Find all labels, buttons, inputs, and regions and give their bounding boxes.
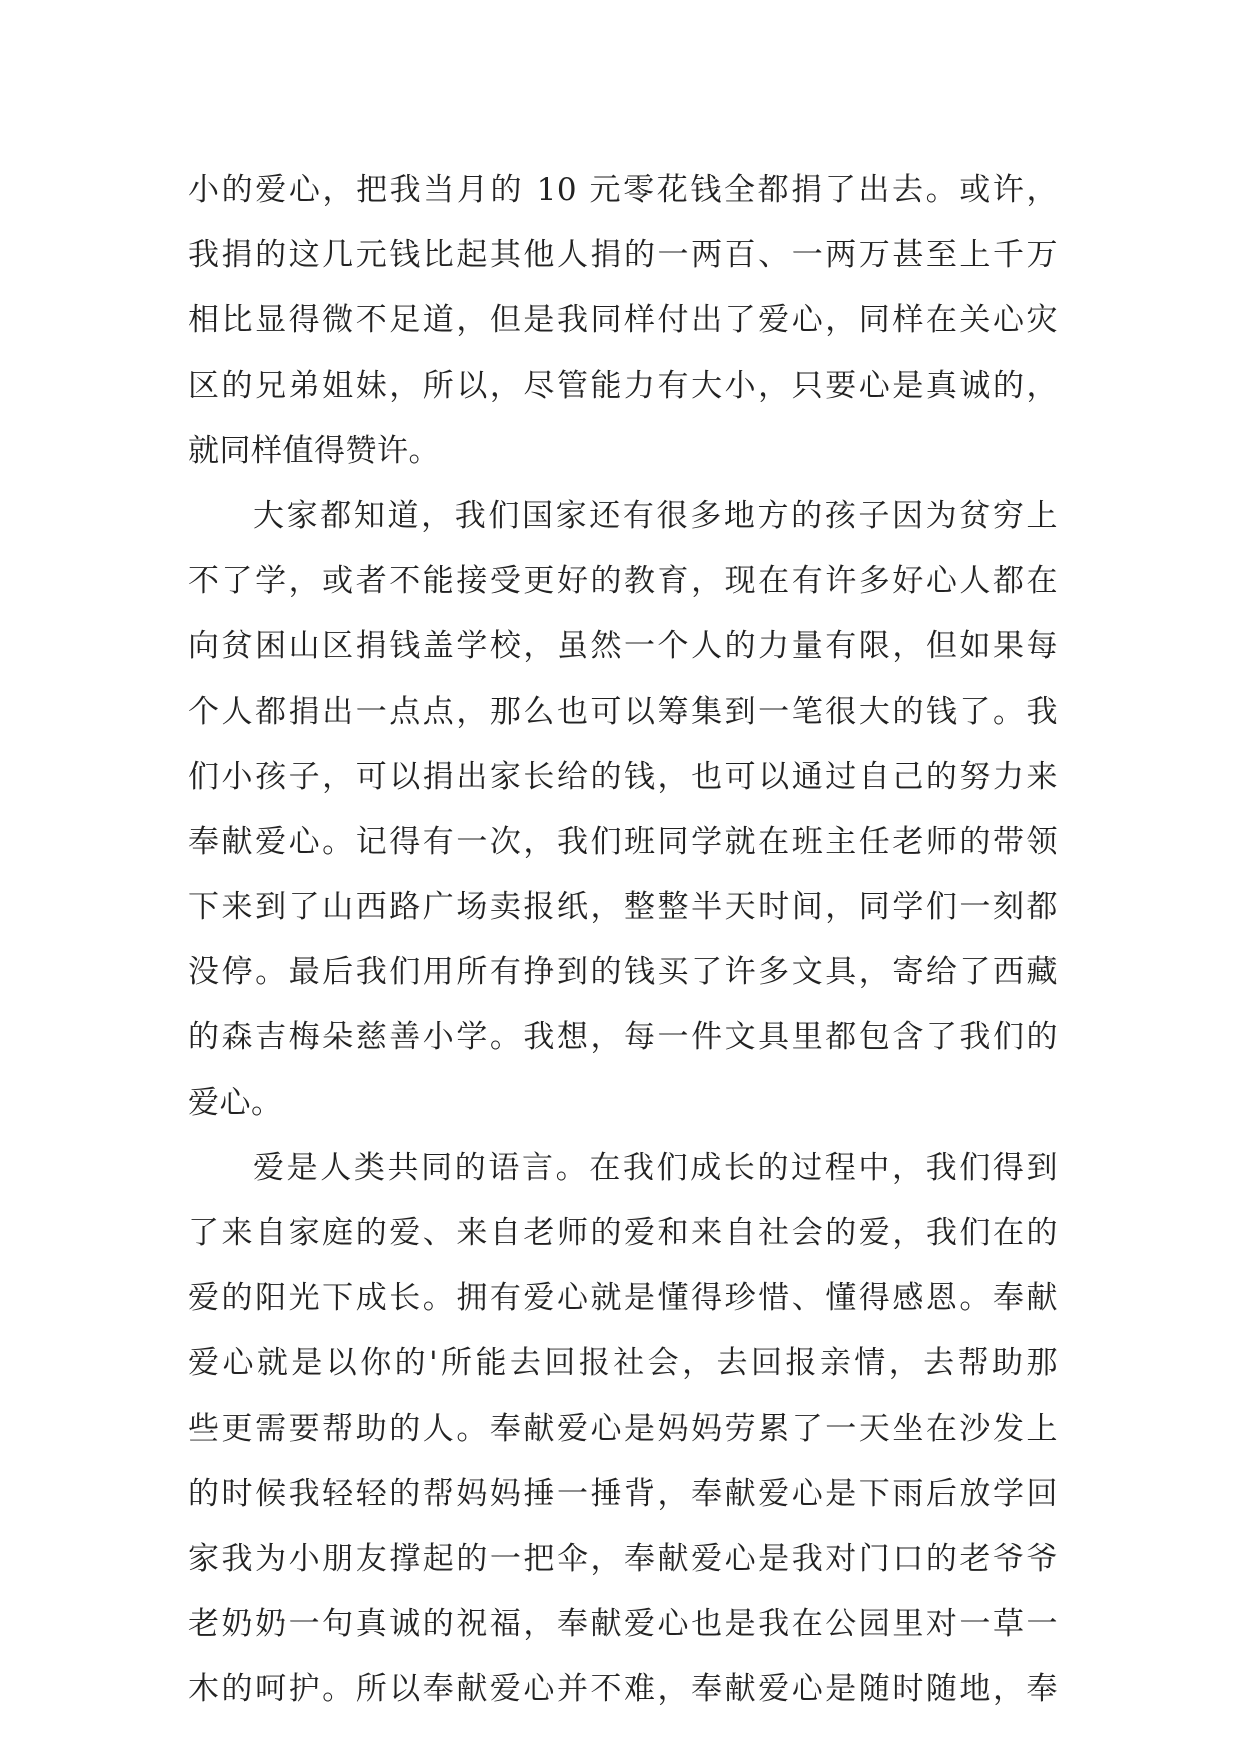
body-text	[188, 158, 1058, 1723]
text-line: 个人都捐出一点点，那么也可以筹集到一笔很大的钱了。我	[188, 693, 1058, 730]
text-line: 爱心就是以你的'所能去回报社会，去回报亲情，去帮助那	[188, 1345, 1058, 1382]
text-line: 的森吉梅朵慈善小学。我想，每一件文具里都包含了我们的	[188, 1019, 1058, 1056]
text-line: 向贫困山区捐钱盖学校，虽然一个人的力量有限，但如果每	[188, 628, 1058, 665]
text-line: 了来自家庭的爱、来自老师的爱和来自社会的爱，我们在的	[188, 1215, 1058, 1251]
text-line: 木的呵护。所以奉献爱心并不难，奉献爱心是随时随地，奉	[188, 1671, 1058, 1708]
paragraph-first-line: 爱是人类共同的语言。在我们成长的过程中，我们得到	[253, 1149, 1058, 1186]
text-line: 下来到了山西路广场卖报纸，整整半天时间，同学们一刻都	[188, 889, 1058, 926]
text-line: 爱心。	[188, 1084, 283, 1121]
text-line: 不了学，或者不能接受更好的教育，现在有许多好心人都在	[188, 563, 1058, 600]
text-line: 就同样值得赞许。	[188, 432, 440, 469]
text-line: 爱的阳光下成长。拥有爱心就是懂得珍惜、懂得感恩。奉献	[188, 1280, 1058, 1317]
text-line: 家我为小朋友撑起的一把伞，奉献爱心是我对门口的老爷爷	[188, 1540, 1058, 1577]
text-line: 我捐的这几元钱比起其他人捐的一两百、一两万甚至上千万	[188, 237, 1058, 274]
text-line: 奉献爱心。记得有一次，我们班同学就在班主任老师的带领	[188, 823, 1058, 860]
text-line: 的时候我轻轻的帮妈妈捶一捶背，奉献爱心是下雨后放学回	[188, 1475, 1058, 1512]
text-line: 没停。最后我们用所有挣到的钱买了许多文具，寄给了西藏	[188, 954, 1058, 991]
text-line: 小的爱心，把我当月的 10 元零花钱全都捐了出去。或许，	[188, 172, 1058, 208]
text-line: 相比显得微不足道，但是我同样付出了爱心，同样在关心灾	[188, 302, 1058, 339]
text-line: 们小孩子，可以捐出家长给的钱，也可以通过自己的努力来	[188, 758, 1058, 795]
text-line: 老奶奶一句真诚的祝福，奉献爱心也是我在公园里对一草一	[188, 1606, 1058, 1643]
text-line: 些更需要帮助的人。奉献爱心是妈妈劳累了一天坐在沙发上	[188, 1410, 1058, 1447]
paragraph-first-line: 大家都知道，我们国家还有很多地方的孩子因为贫穷上	[253, 497, 1058, 534]
text-line: 区的兄弟姐妹，所以，尽管能力有大小，只要心是真诚的，	[188, 367, 1058, 404]
